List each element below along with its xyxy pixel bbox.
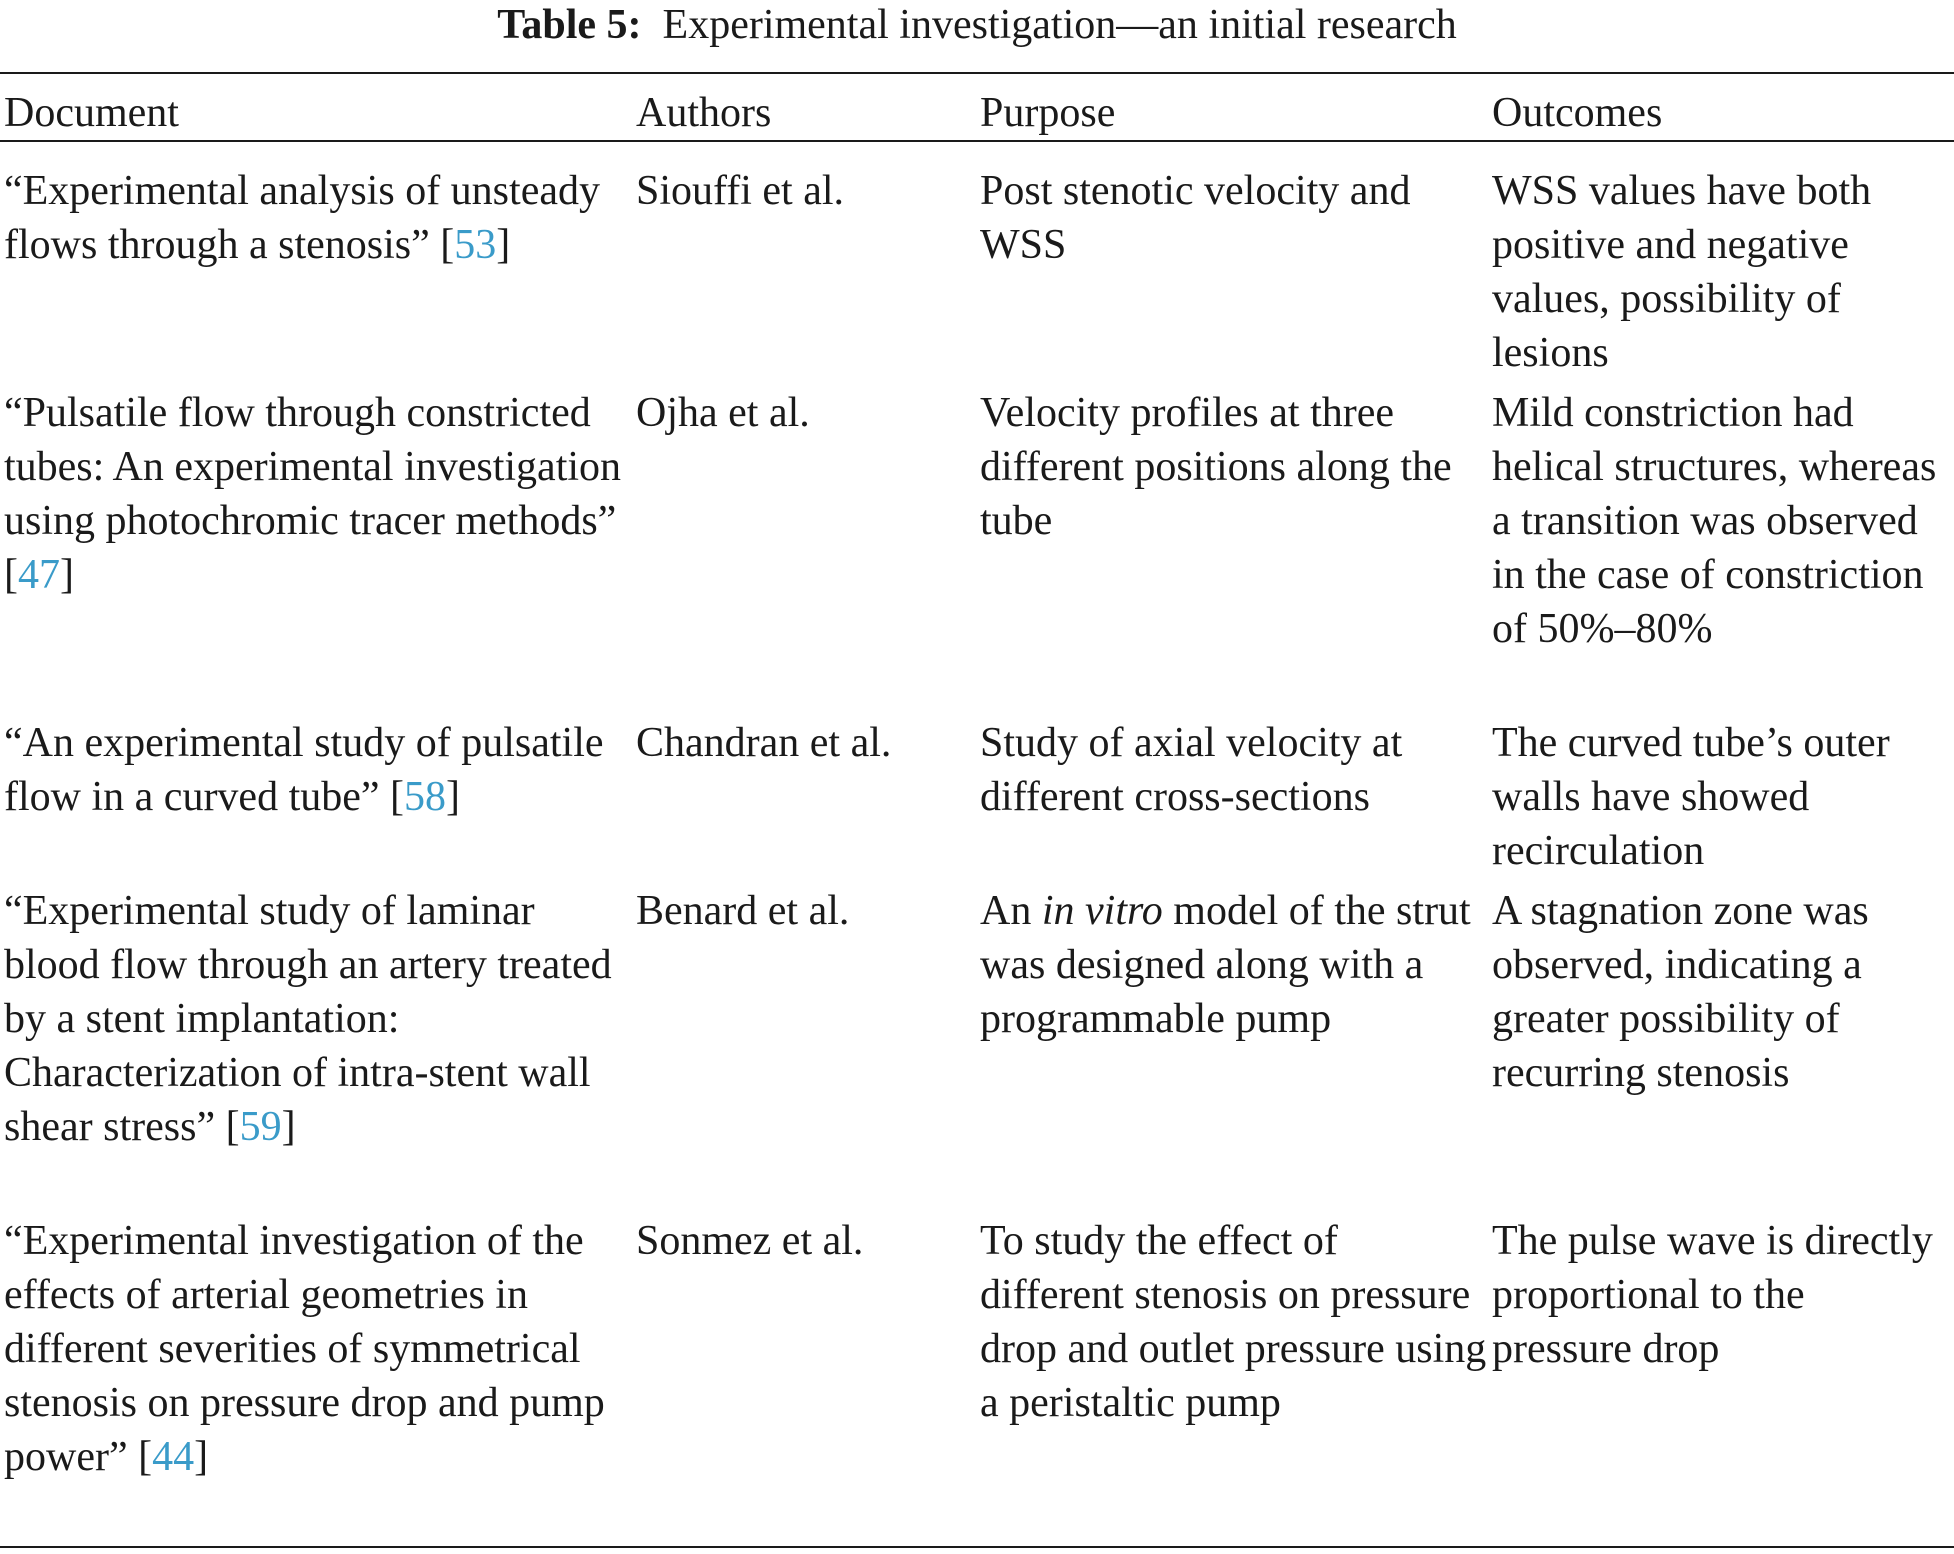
- cell-authors: Chandran et al.: [636, 720, 892, 766]
- table-top-rule: [0, 72, 1954, 74]
- purpose-text: Velocity profiles at three different positions along the tube: [980, 390, 1452, 544]
- cell-document: “Experimental investigation of the effects of arterial geometries in different severities of symmetrical stenosis on pressure drop and pump power” [44]: [4, 1218, 605, 1480]
- cell-document: “Pulsatile flow through constricted tubes: An experimental investigation using photochromic tracer methods” [47]: [4, 390, 622, 598]
- purpose-text: Study of axial velocity at different cross-sections: [980, 720, 1403, 820]
- research-table: [0, 76, 1954, 1490]
- table-row: [0, 1208, 1954, 1490]
- cell-authors: Sonmez et al.: [636, 1218, 864, 1264]
- header-authors: Authors: [636, 90, 772, 136]
- citation-link[interactable]: 58: [404, 774, 447, 820]
- header-document: Document: [4, 90, 179, 136]
- table-row: [0, 380, 1954, 710]
- cell-authors: Siouffi et al.: [636, 168, 845, 214]
- cell-document: “Experimental analysis of unsteady flows through a stenosis” [53]: [4, 168, 600, 268]
- citation-link[interactable]: 44: [152, 1434, 195, 1480]
- cell-purpose: [976, 710, 1488, 878]
- table-caption: [0, 0, 1954, 50]
- cell-purpose: [976, 380, 1488, 710]
- table-body: [0, 150, 1954, 1490]
- cell-outcomes: The curved tube’s outer walls have showed recirculation: [1492, 720, 1890, 874]
- citation-link[interactable]: 59: [239, 1104, 282, 1150]
- document-title: “Experimental analysis of unsteady flows through a stenosis”: [4, 168, 600, 268]
- table-row: [0, 150, 1954, 380]
- table-caption-title: Experimental investigation—an initial research: [662, 2, 1457, 48]
- cell-authors: Benard et al.: [636, 888, 850, 934]
- document-title: “Experimental study of laminar blood flow through an artery treated by a stent implantation: Characterization of intra-stent wall shear stress”: [4, 888, 612, 1150]
- header-row: [0, 76, 1954, 150]
- purpose-text: An: [980, 888, 1042, 934]
- table-row: [0, 878, 1954, 1208]
- table-header: [0, 76, 1954, 150]
- purpose-text: To study the effect of different stenosis on pressure drop and outlet pressure using a peristaltic pump: [980, 1218, 1487, 1426]
- cell-purpose: [976, 1208, 1488, 1490]
- purpose-emphasis: in vitro: [1041, 888, 1163, 934]
- citation-link[interactable]: 53: [454, 222, 497, 268]
- cell-outcomes: The pulse wave is directly proportional to the pressure drop: [1492, 1218, 1933, 1372]
- citation-link[interactable]: 47: [18, 552, 60, 598]
- cell-document: “An experimental study of pulsatile flow in a curved tube” [58]: [4, 720, 604, 820]
- cell-outcomes: Mild constriction had helical structures, whereas a transition was observed in the case of constriction of 50%–80%: [1492, 390, 1937, 652]
- table-caption-label: Table 5:: [497, 2, 642, 48]
- document-title: “Pulsatile flow through constricted tubes: An experimental investigation using photochromic tracer methods”: [4, 390, 622, 544]
- document-title: “Experimental investigation of the effects of arterial geometries in different severities of symmetrical stenosis on pressure drop and pump power”: [4, 1218, 605, 1480]
- cell-document: “Experimental study of laminar blood flow through an artery treated by a stent implantation: Characterization of intra-stent wall shear stress” [59]: [4, 888, 612, 1150]
- cell-purpose: [976, 878, 1488, 1208]
- table-row: [0, 710, 1954, 878]
- cell-outcomes: WSS values have both positive and negative values, possibility of lesions: [1492, 168, 1872, 376]
- document-title: “An experimental study of pulsatile flow in a curved tube”: [4, 720, 604, 820]
- header-outcomes: Outcomes: [1492, 90, 1663, 136]
- cell-purpose: [976, 150, 1488, 380]
- purpose-text: Post stenotic velocity and WSS: [980, 168, 1411, 268]
- table-bottom-rule: [0, 1546, 1954, 1548]
- cell-authors: Ojha et al.: [636, 390, 810, 436]
- purpose-text-rest: model of the strut was designed along with a programmable pump: [980, 888, 1471, 1042]
- header-purpose: Purpose: [980, 90, 1116, 136]
- cell-outcomes: A stagnation zone was observed, indicating a greater possibility of recurring stenosis: [1492, 888, 1869, 1096]
